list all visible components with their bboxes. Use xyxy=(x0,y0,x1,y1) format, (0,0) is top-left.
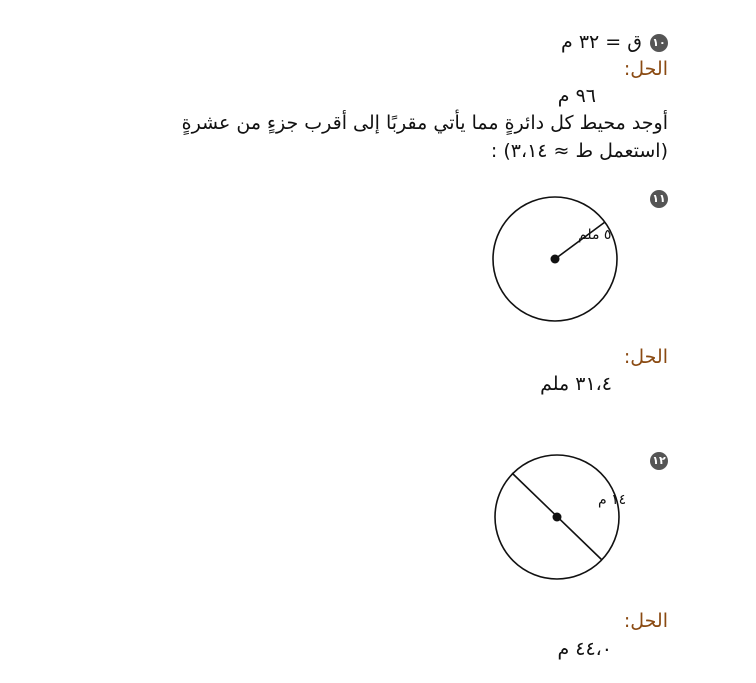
problem-12-solution-label: الحل: xyxy=(623,610,668,632)
radius-label: ٥ ملم xyxy=(578,227,612,243)
center-point xyxy=(553,513,562,522)
problem-10-solution-label: الحل: xyxy=(623,58,668,80)
center-point xyxy=(551,255,560,264)
problem-10-equation: ق = ٣٢ م xyxy=(561,31,642,53)
problem-12-answer: ٤٤،٠ م xyxy=(557,638,612,660)
problem-11-answer: ٣١،٤ ملم xyxy=(540,373,612,395)
instruction-line-1: أوجد محيط كل دائرةٍ مما يأتي مقربًا إلى أقرب جزءٍ من عشرةٍ xyxy=(181,112,668,134)
problem-12-circle-figure xyxy=(487,447,627,587)
problem-10-answer: ٩٦ م xyxy=(557,85,596,107)
problem-11-circle-figure xyxy=(486,190,626,330)
problem-10-number-badge: ١٠ xyxy=(650,34,668,52)
problem-11-solution-label: الحل: xyxy=(623,346,668,368)
diameter-label: ١٤ م xyxy=(598,492,627,508)
instruction-line-2: (استعمل ط ≈ ٣،١٤) : xyxy=(490,140,668,162)
problem-11-number-badge: ١١ xyxy=(650,190,668,208)
problem-12-number-badge: ١٢ xyxy=(650,452,668,470)
